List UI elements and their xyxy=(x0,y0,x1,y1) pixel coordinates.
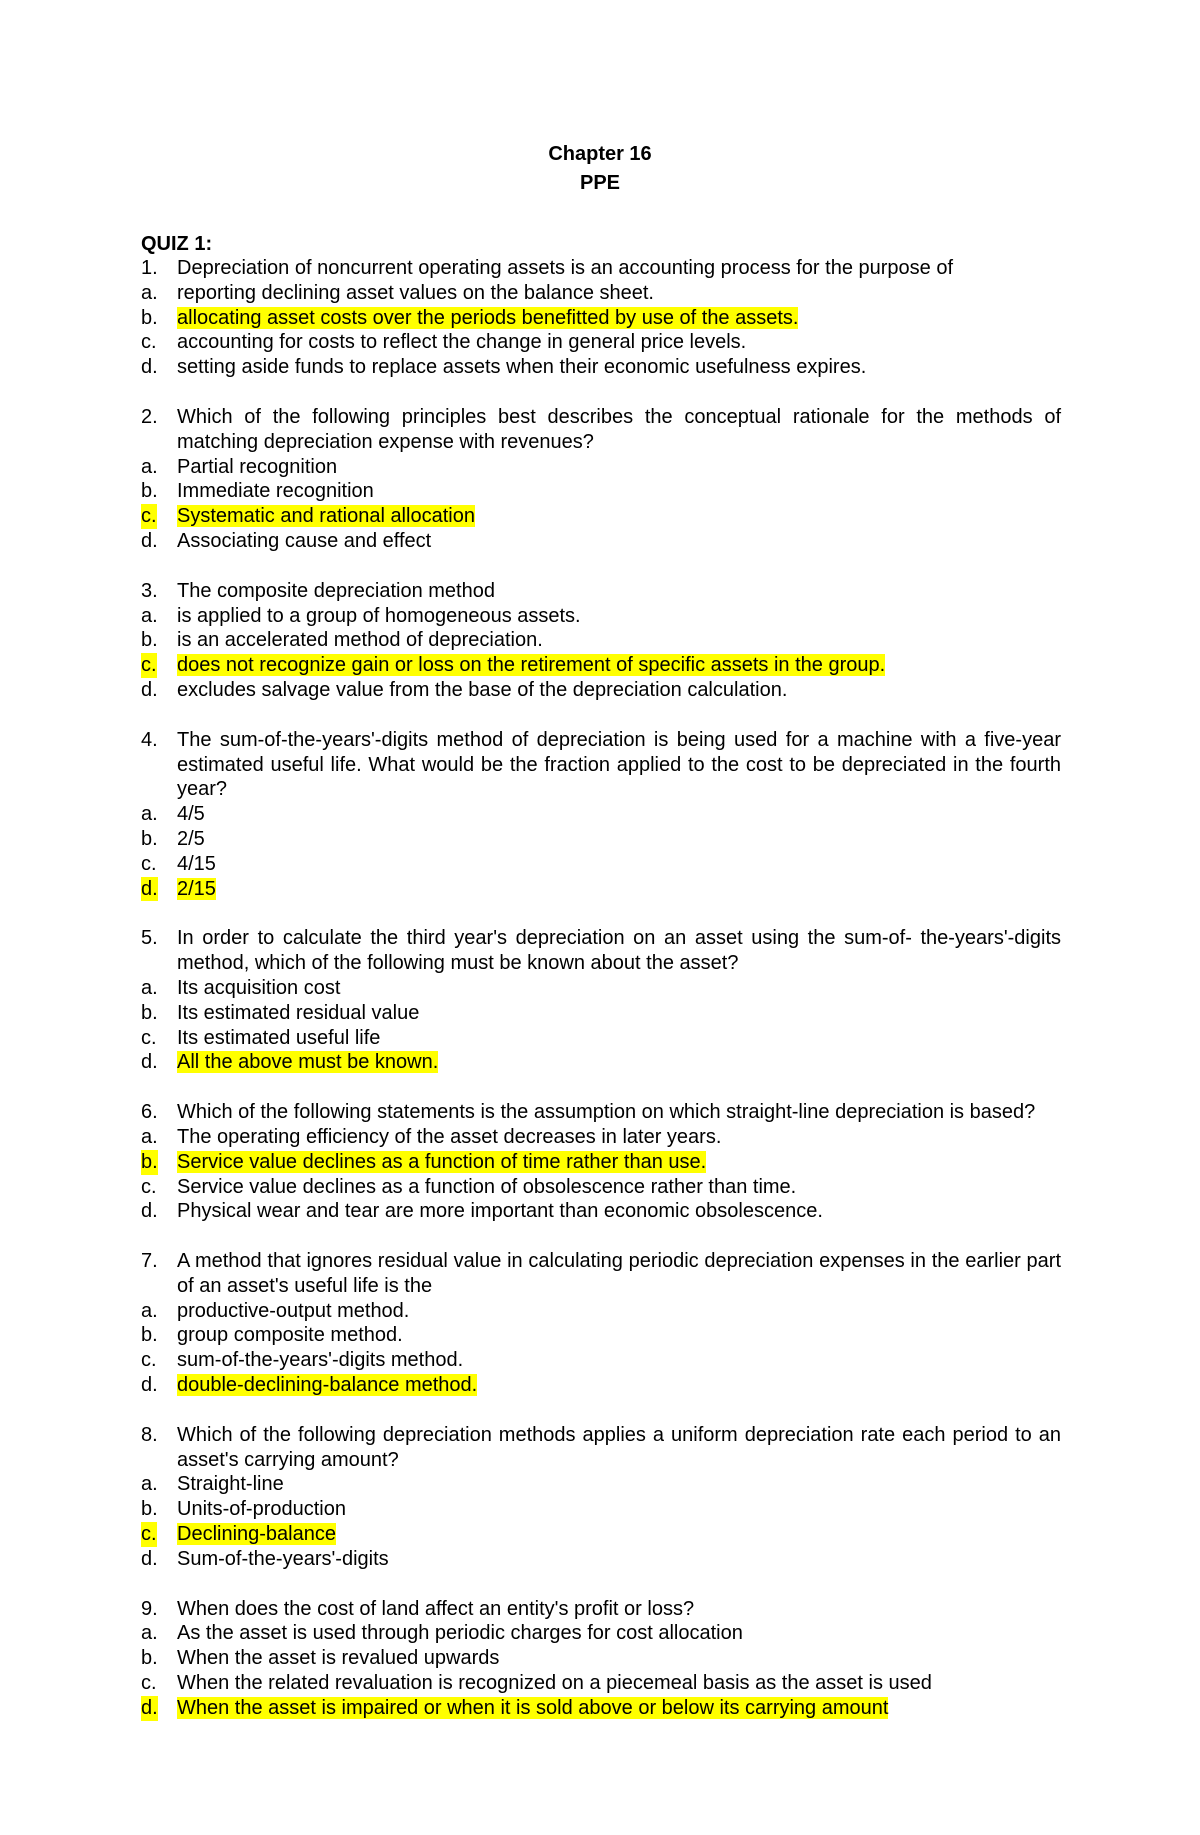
question-text: In order to calculate the third year's depreciation on an asset using the sum-of- the-years'-digits method, which of the following must be known about the asset? xyxy=(177,927,1061,975)
correct-answer-text: When the asset is impaired or when it is sold above or below its carrying amount xyxy=(177,1696,889,1719)
question-3 xyxy=(141,579,1061,703)
question-5 xyxy=(141,926,1061,1075)
correct-answer-text: Systematic and rational allocation xyxy=(177,505,475,528)
option-text: The operating efficiency of the asset decreases in later years. xyxy=(177,1125,722,1148)
quiz-label: QUIZ 1: xyxy=(141,233,213,255)
option-letter: a. xyxy=(141,281,158,304)
option-letter: d. xyxy=(141,529,158,552)
option-text: accounting for costs to reflect the change in general price levels. xyxy=(177,331,747,354)
option-letter: c. xyxy=(141,1175,157,1198)
option-letter: c. xyxy=(141,505,157,528)
option-letter: b. xyxy=(141,1001,158,1024)
question-number: 4. xyxy=(141,728,158,751)
question-text: The composite depreciation method xyxy=(177,579,495,602)
option-text: Physical wear and tear are more important than economic obsolescence. xyxy=(177,1200,823,1223)
question-1 xyxy=(141,256,1061,380)
option-letter: a. xyxy=(141,1125,158,1148)
question-number: 3. xyxy=(141,579,158,602)
correct-answer-text: 2/15 xyxy=(177,877,216,900)
question-text: The sum-of-the-years'-digits method of depreciation is being used for a machine with a five-year estimated useful life. What would be the fraction applied to the cost to be depreciated in the fourth year? xyxy=(177,728,1061,801)
correct-answer-text: Service value declines as a function of time rather than use. xyxy=(177,1150,707,1173)
option-text: Its acquisition cost xyxy=(177,976,341,999)
question-text: Which of the following depreciation methods applies a uniform depreciation rate each period to an asset's carrying amount? xyxy=(177,1423,1061,1471)
option-letter: c. xyxy=(141,852,157,875)
question-number: 7. xyxy=(141,1250,158,1273)
option-text: excludes salvage value from the base of the depreciation calculation. xyxy=(177,678,788,701)
correct-answer-text: All the above must be known. xyxy=(177,1051,439,1074)
option-text: reporting declining asset values on the balance sheet. xyxy=(177,281,654,304)
option-text: When the asset is revalued upwards xyxy=(177,1647,500,1670)
option-text: is applied to a group of homogeneous assets. xyxy=(177,604,581,627)
option-text: group composite method. xyxy=(177,1324,403,1347)
option-letter: b. xyxy=(141,1647,158,1670)
option-letter: c. xyxy=(141,331,157,354)
option-text: Its estimated residual value xyxy=(177,1001,420,1024)
option-letter: c. xyxy=(141,1523,157,1546)
option-letter: b. xyxy=(141,306,158,329)
question-number: 5. xyxy=(141,927,158,950)
question-text: A method that ignores residual value in calculating periodic depreciation expenses in the earlier part of an asset's useful life is the xyxy=(177,1250,1061,1297)
option-text: sum-of-the-years'-digits method. xyxy=(177,1349,464,1372)
option-letter: a. xyxy=(141,455,158,478)
question-number: 9. xyxy=(141,1597,158,1620)
option-letter: b. xyxy=(141,1498,158,1521)
option-letter: a. xyxy=(141,1622,158,1645)
correct-answer-text: allocating asset costs over the periods benefitted by use of the assets. xyxy=(177,306,799,329)
question-number: 1. xyxy=(141,257,158,279)
option-letter: b. xyxy=(141,1150,158,1173)
question-6 xyxy=(141,1100,1061,1224)
option-letter: d. xyxy=(141,877,158,900)
option-letter: b. xyxy=(141,629,158,652)
option-letter: a. xyxy=(141,976,158,999)
question-text: Which of the following principles best describes the conceptual rationale for the methods of matching depreciation expense with revenues? xyxy=(177,405,1061,453)
option-text: 4/5 xyxy=(177,803,205,826)
option-letter: a. xyxy=(141,1299,158,1322)
question-number: 6. xyxy=(141,1101,158,1124)
question-text: Which of the following statements is the assumption on which straight-line depreciation is based? xyxy=(177,1101,1036,1124)
option-text: is an accelerated method of depreciation. xyxy=(177,629,543,652)
question-7 xyxy=(141,1249,1061,1398)
option-letter: b. xyxy=(141,827,158,850)
correct-answer-text: double-declining-balance method. xyxy=(177,1374,478,1397)
question-8 xyxy=(141,1423,1061,1572)
option-letter: d. xyxy=(141,678,158,701)
option-letter: a. xyxy=(141,604,158,627)
option-letter: d. xyxy=(141,1051,158,1074)
option-letter: c. xyxy=(141,1349,157,1372)
option-text: 2/5 xyxy=(177,827,205,850)
question-2 xyxy=(141,405,1061,554)
question-number: 2. xyxy=(141,405,158,428)
question-text: Depreciation of noncurrent operating assets is an accounting process for the purpose of xyxy=(177,257,954,279)
option-letter: d. xyxy=(141,1547,158,1570)
option-letter: d. xyxy=(141,1374,158,1397)
chapter-heading: Chapter 16 xyxy=(548,143,652,165)
option-text: setting aside funds to replace assets when their economic usefulness expires. xyxy=(177,356,867,379)
option-text: 4/15 xyxy=(177,852,216,875)
correct-answer-text: does not recognize gain or loss on the retirement of specific assets in the group. xyxy=(177,654,886,677)
option-text: Units-of-production xyxy=(177,1498,346,1521)
option-letter: c. xyxy=(141,654,157,677)
option-text: Partial recognition xyxy=(177,455,338,478)
option-letter: b. xyxy=(141,480,158,503)
option-text: As the asset is used through periodic charges for cost allocation xyxy=(177,1622,743,1645)
option-text: Service value declines as a function of obsolescence rather than time. xyxy=(177,1175,797,1198)
option-letter: d. xyxy=(141,1696,158,1719)
option-letter: d. xyxy=(141,1200,158,1223)
subject-heading: PPE xyxy=(579,172,621,194)
option-text: Its estimated useful life xyxy=(177,1026,381,1049)
question-9 xyxy=(141,1597,1061,1721)
option-letter: b. xyxy=(141,1324,158,1347)
question-4 xyxy=(141,728,1061,902)
option-letter: a. xyxy=(141,1473,158,1496)
option-text: productive-output method. xyxy=(177,1299,410,1322)
correct-answer-text: Declining-balance xyxy=(177,1523,336,1546)
option-letter: c. xyxy=(141,1672,157,1695)
option-text: Straight-line xyxy=(177,1473,284,1496)
option-text: Associating cause and effect xyxy=(177,529,432,552)
option-letter: d. xyxy=(141,356,158,379)
question-list xyxy=(141,256,1061,1746)
option-letter: c. xyxy=(141,1026,157,1049)
option-text: Sum-of-the-years'-digits xyxy=(177,1547,389,1570)
question-number: 8. xyxy=(141,1423,158,1446)
option-letter: a. xyxy=(141,803,158,826)
option-text: Immediate recognition xyxy=(177,480,374,503)
option-text: When the related revaluation is recognized on a piecemeal basis as the asset is used xyxy=(177,1672,932,1695)
question-text: When does the cost of land affect an entity's profit or loss? xyxy=(177,1597,695,1620)
